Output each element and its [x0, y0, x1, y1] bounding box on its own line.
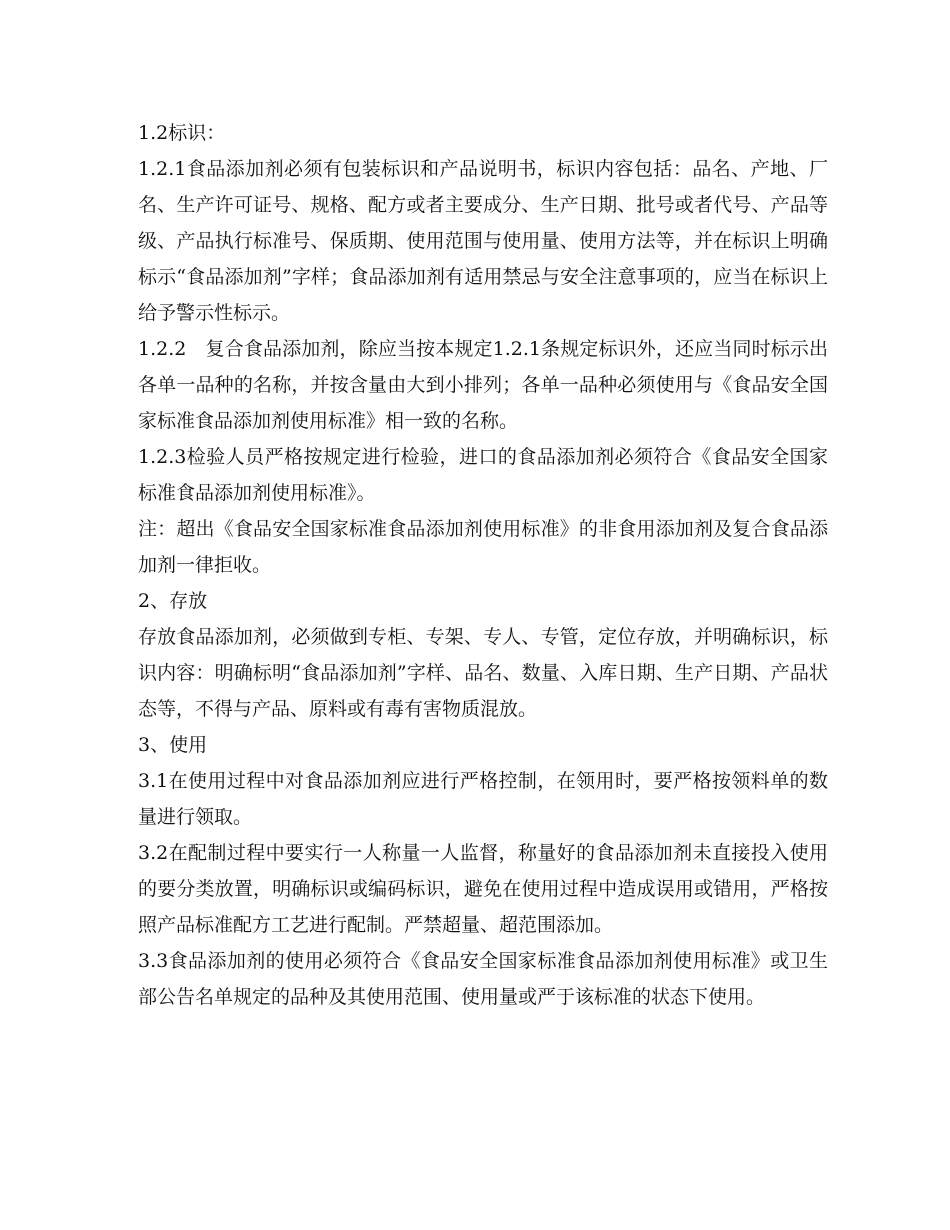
paragraph-3-3: 3.3食品添加剂的使用必须符合《食品安全国家标准食品添加剂使用标准》或卫生部公告名单规定的品种及其使用范围、使用量或严于该标准的状态下使用。	[138, 950, 828, 1008]
note-paragraph: 注：超出《食品安全国家标准食品添加剂使用标准》的非食用添加剂及复合食品添加剂一律拒收。	[138, 518, 828, 576]
paragraph-1-2-3: 1.2.3检验人员严格按规定进行检验，进口的食品添加剂必须符合《食品安全国家标准食品添加剂使用标准》。	[138, 446, 828, 504]
paragraph-3-1: 3.1在使用过程中对食品添加剂应进行严格控制，在领用时，要严格按领料单的数量进行领取。	[138, 770, 828, 828]
document-page	[138, 115, 828, 1015]
section-heading-1-2: 1.2标识：	[138, 122, 226, 144]
paragraph-1-2-2: 1.2.2 复合食品添加剂，除应当按本规定1.2.1条规定标识外，还应当同时标示出各单一品种的名称，并按含量由大到小排列；各单一品种必须使用与《食品安全国家标准食品添加剂使用标准》相一致的名称。	[138, 338, 828, 432]
section-heading-usage: 3、使用	[138, 734, 208, 756]
section-heading-storage: 2、存放	[138, 590, 208, 612]
paragraph-1-2-1: 1.2.1食品添加剂必须有包装标识和产品说明书，标识内容包括：品名、产地、厂名、生产许可证号、规格、配方或者主要成分、生产日期、批号或者代号、产品等级、产品执行标准号、保质期、使用范围与使用量、使用方法等，并在标识上明确标示“食品添加剂”字样；食品添加剂有适用禁忌与安全注意事项的，应当在标识上给予警示性标示。	[138, 158, 828, 324]
paragraph-3-2: 3.2在配制过程中要实行一人称量一人监督，称量好的食品添加剂未直接投入使用的要分类放置，明确标识或编码标识，避免在使用过程中造成误用或错用，严格按照产品标准配方工艺进行配制。严禁超量、超范围添加。	[138, 842, 828, 936]
paragraph-storage: 存放食品添加剂，必须做到专柜、专架、专人、专管，定位存放，并明确标识，标识内容：明确标明“食品添加剂”字样、品名、数量、入库日期、生产日期、产品状态等，不得与产品、原料或有毒有害物质混放。	[138, 626, 828, 720]
